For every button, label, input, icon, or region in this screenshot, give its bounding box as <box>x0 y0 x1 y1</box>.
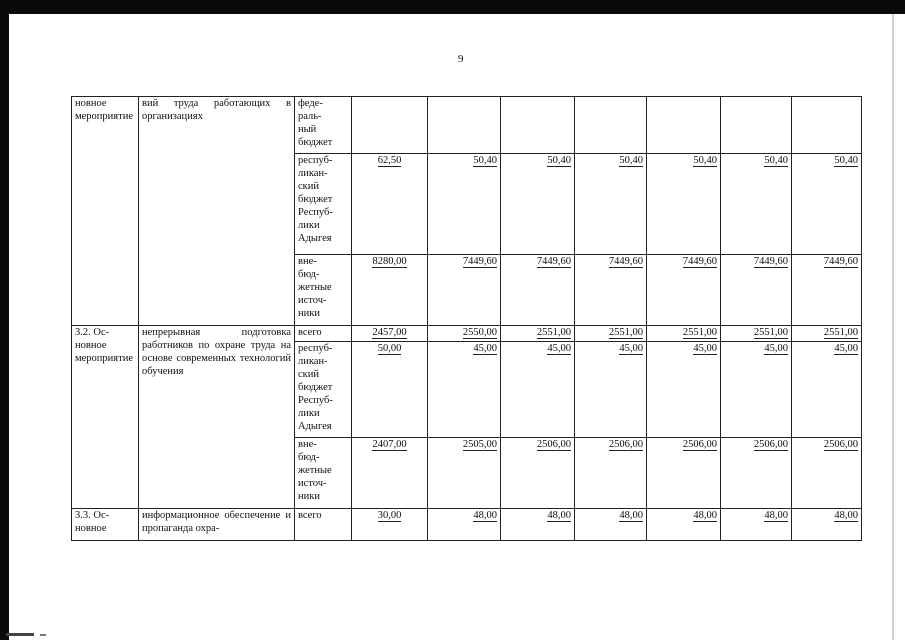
value-cell <box>647 326 721 342</box>
value-text: 2551,00 <box>753 327 788 338</box>
value-text: 48,00 <box>473 510 497 521</box>
funding-table <box>71 96 862 541</box>
value-cell <box>501 154 575 255</box>
event-type-cell <box>72 97 139 326</box>
value-cell <box>792 342 862 438</box>
value-cell <box>575 342 647 438</box>
funding-source-cell <box>295 326 352 342</box>
value-cell <box>721 154 792 255</box>
value-cell <box>428 326 501 342</box>
value-cell <box>575 97 647 154</box>
value-text: 45,00 <box>547 343 571 354</box>
value-text: 2506,00 <box>823 439 858 450</box>
event-name-cell <box>139 509 295 541</box>
value-cell <box>721 509 792 541</box>
value-cell <box>647 154 721 255</box>
event-type-label: новное мероприятие <box>75 98 133 122</box>
value-cell <box>721 342 792 438</box>
value-cell <box>352 438 428 509</box>
value-cell <box>428 97 501 154</box>
value-cell <box>721 255 792 326</box>
value-text: 50,00 <box>377 343 402 354</box>
value-cell <box>721 438 792 509</box>
funding-source-cell <box>295 255 352 326</box>
value-text: 48,00 <box>619 510 643 521</box>
value-cell <box>575 255 647 326</box>
funding-source-cell <box>295 509 352 541</box>
value-cell <box>428 255 501 326</box>
value-cell <box>352 509 428 541</box>
value-cell <box>501 342 575 438</box>
value-text: 2551,00 <box>536 327 571 338</box>
value-cell <box>501 255 575 326</box>
value-cell <box>575 438 647 509</box>
funding-source-label: респуб- ликан- ский бюджет Респуб- лики Адыгея <box>298 343 333 432</box>
value-cell <box>352 326 428 342</box>
value-cell <box>428 342 501 438</box>
value-cell <box>428 509 501 541</box>
event-type-label: 3.2. Ос- новное мероприятие <box>75 327 133 364</box>
value-cell <box>501 326 575 342</box>
value-text: 50,40 <box>764 155 788 166</box>
page-number: 9 <box>458 53 464 65</box>
funding-source-cell <box>295 438 352 509</box>
value-cell <box>792 509 862 541</box>
value-cell <box>352 342 428 438</box>
funding-source-label: респуб- ликан- ский бюджет Респуб- лики Адыгея <box>298 155 333 244</box>
event-name-cell <box>139 97 295 326</box>
value-text: 2457,00 <box>372 327 407 338</box>
value-text: 2551,00 <box>682 327 717 338</box>
value-cell <box>575 326 647 342</box>
value-cell <box>721 97 792 154</box>
funding-source-label: всего <box>298 327 322 338</box>
scan-left-border <box>0 0 9 640</box>
value-text: 2506,00 <box>753 439 788 450</box>
value-text: 7449,60 <box>682 256 717 267</box>
value-text: 30,00 <box>377 510 402 521</box>
funding-source-cell <box>295 154 352 255</box>
event-type-cell <box>72 326 139 509</box>
value-text: 2551,00 <box>608 327 643 338</box>
table-row <box>72 509 862 541</box>
table-row <box>72 97 862 154</box>
value-cell <box>428 154 501 255</box>
value-text: 2505,00 <box>462 439 497 450</box>
value-cell <box>721 326 792 342</box>
value-text: 50,40 <box>473 155 497 166</box>
event-name-text: непрерывная подготовка работников по охране труда на основе современных технологий обучения <box>142 327 291 377</box>
scan-right-edge <box>892 14 894 640</box>
value-text: 48,00 <box>764 510 788 521</box>
value-cell <box>792 438 862 509</box>
value-text: 50,40 <box>547 155 571 166</box>
value-text: 62,50 <box>377 155 402 166</box>
scan-artifact <box>6 633 34 636</box>
value-text: 2550,00 <box>462 327 497 338</box>
value-text: 7449,60 <box>823 256 858 267</box>
value-cell <box>792 154 862 255</box>
event-type-cell <box>72 509 139 541</box>
value-cell <box>792 255 862 326</box>
value-text: 45,00 <box>619 343 643 354</box>
value-text: 7449,60 <box>608 256 643 267</box>
value-cell <box>647 438 721 509</box>
value-text: 7449,60 <box>462 256 497 267</box>
value-text: 7449,60 <box>753 256 788 267</box>
value-text: 2506,00 <box>536 439 571 450</box>
value-text: 50,40 <box>834 155 858 166</box>
value-text: 2506,00 <box>682 439 717 450</box>
event-name-text: информационное обеспечение и пропаганда охра- <box>142 510 291 534</box>
funding-source-label: всего <box>298 510 322 521</box>
value-text: 2551,00 <box>823 327 858 338</box>
value-text: 2506,00 <box>608 439 643 450</box>
value-cell <box>792 326 862 342</box>
value-text: 7449,60 <box>536 256 571 267</box>
event-type-label: 3.3. Ос- новное <box>75 510 110 534</box>
value-text: 2407,00 <box>372 439 407 450</box>
event-name-text: вий труда работающих в организациях <box>142 98 291 122</box>
value-cell <box>501 438 575 509</box>
value-text: 50,40 <box>619 155 643 166</box>
value-text: 45,00 <box>473 343 497 354</box>
value-cell <box>647 342 721 438</box>
funding-source-cell <box>295 97 352 154</box>
value-cell <box>792 97 862 154</box>
value-text: 48,00 <box>834 510 858 521</box>
value-cell <box>352 97 428 154</box>
value-text: 8280,00 <box>372 256 407 267</box>
value-cell <box>647 509 721 541</box>
value-text: 48,00 <box>547 510 571 521</box>
value-cell <box>352 154 428 255</box>
value-cell <box>647 255 721 326</box>
funding-source-label: феде- раль- ный бюджет <box>298 98 333 148</box>
value-cell <box>352 255 428 326</box>
value-cell <box>501 97 575 154</box>
funding-source-label: вне- бюд- жетные источ- ники <box>298 439 332 502</box>
funding-source-label: вне- бюд- жетные источ- ники <box>298 256 332 319</box>
value-cell <box>428 438 501 509</box>
table-row <box>72 326 862 342</box>
value-cell <box>647 97 721 154</box>
funding-source-cell <box>295 342 352 438</box>
scan-artifact <box>40 634 46 636</box>
value-text: 45,00 <box>834 343 858 354</box>
event-name-cell <box>139 326 295 509</box>
value-text: 45,00 <box>693 343 717 354</box>
value-text: 48,00 <box>693 510 717 521</box>
value-text: 50,40 <box>693 155 717 166</box>
value-cell <box>575 154 647 255</box>
value-cell <box>501 509 575 541</box>
value-text: 45,00 <box>764 343 788 354</box>
value-cell <box>575 509 647 541</box>
scan-top-border <box>0 0 905 14</box>
